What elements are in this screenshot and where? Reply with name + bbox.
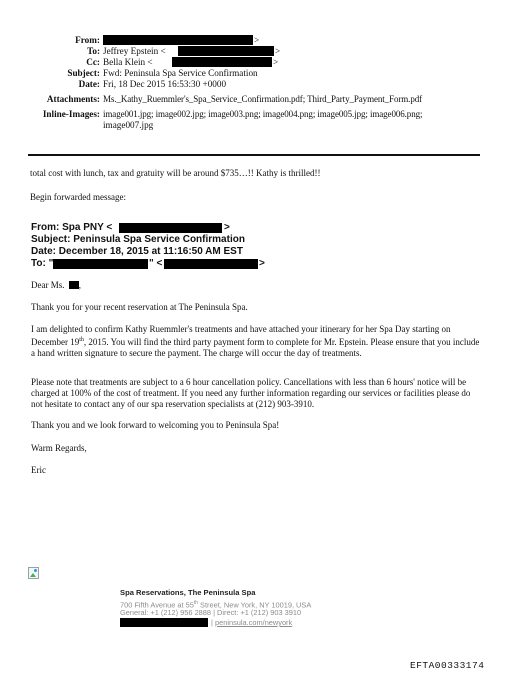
cc-label: Cc: [86, 57, 100, 67]
fwd-to-close: > [259, 258, 265, 269]
address-text-b: Street, New York, NY 10019, USA [198, 600, 312, 610]
date-value: Fri, 18 Dec 2015 16:53:30 +0000 [103, 79, 227, 89]
paragraph-thanks: Thank you for your recent reservation at The Peninsula Spa. [31, 302, 248, 312]
fwd-subject-row: Subject: Peninsula Spa Service Confirmation [31, 234, 245, 245]
inline-images-value-line2[interactable]: image007.jpg [103, 120, 154, 130]
message-line-1: total cost with lunch, tax and gratuity will be around $735…!! Kathy is thrilled!! [30, 168, 321, 178]
signature-web [211, 618, 292, 627]
to-close-bracket: > [275, 46, 281, 56]
redaction-block [172, 57, 272, 67]
confirmation-text-a: I am delighted to confirm Kathy Ruemmler's treatments and have attached your itinerary for her Spa Day starting on December 19 [31, 324, 451, 347]
paragraph-cancellation: Please note that treatments are subject to a 6 hour cancellation policy. Cancellations with less than 6 hours' notice will be charged at 100% of the cost of treatment. If you need any further information regarding our services or facilities please do not hesitate to contact any of our spa reservation specialists at (212) 903-3910. [31, 377, 471, 409]
web-separator: | [211, 618, 213, 627]
redaction-block [69, 281, 79, 289]
fwd-to-text: To: " [31, 258, 54, 269]
forwarded-headers [31, 222, 491, 270]
from-label: From: [75, 35, 100, 45]
redaction-block [103, 35, 253, 45]
fwd-to-row [31, 258, 53, 269]
to-label: To: [87, 46, 100, 56]
redaction-block [53, 259, 148, 269]
redaction-block [119, 223, 222, 233]
sender-name: Eric [31, 465, 46, 475]
message-line-2: Begin forwarded message: [30, 192, 126, 202]
paragraph-confirmation [31, 324, 481, 359]
email-header [0, 35, 512, 170]
address-superscript: th [193, 600, 198, 606]
redaction-block [120, 618, 208, 627]
header-row-from [0, 35, 512, 46]
redaction-block [164, 259, 258, 269]
inline-images-value-line1[interactable]: image001.jpg; image002.jpg; image003.png; image004.png; image005.jpg; image006.png; [103, 109, 423, 119]
header-row-cc [0, 57, 512, 68]
address-text-a: 700 Fifth Avenue at 55 [120, 600, 194, 610]
header-divider [28, 154, 480, 156]
to-value: Jeffrey Epstein < [103, 46, 166, 56]
greeting-comma: , [78, 280, 81, 290]
header-row-to [0, 46, 512, 57]
greeting-text: Dear Ms. [31, 280, 65, 290]
fwd-from-text: From: Spa PNY < [31, 222, 113, 233]
header-row-inline-images [0, 109, 512, 131]
confirmation-text-b: , 2015. You will find the third party payment form to complete for Mr. Epstein. Please ensure that you include a hand written signature to secure the payment. The charge will occur the day of treatments. [31, 337, 480, 358]
subject-value: Fwd: Peninsula Spa Service Confirmation [103, 68, 258, 78]
cc-value: Bella Klein < [103, 57, 153, 67]
attachments-label: Attachments: [46, 94, 100, 104]
fwd-from-row [31, 222, 112, 233]
bates-number: EFTA00333174 [410, 660, 485, 671]
inline-images-label: Inline-Images: [42, 109, 100, 119]
closing-line: Warm Regards, [31, 443, 87, 453]
broken-image-icon [28, 567, 39, 579]
redaction-block [178, 46, 274, 56]
fwd-to-mid: " < [149, 258, 163, 269]
fwd-date-row: Date: December 18, 2015 at 11:16:50 AM EST [31, 246, 243, 257]
header-row-attachments [0, 94, 512, 105]
confirmation-superscript: th [79, 337, 84, 343]
subject-label: Subject: [67, 68, 100, 78]
header-row-subject [0, 68, 512, 79]
date-label: Date: [78, 79, 100, 89]
signature-title: Spa Reservations, The Peninsula Spa [120, 588, 256, 597]
attachments-value[interactable]: Ms._Kathy_Ruemmler's_Spa_Service_Confirmation.pdf; Third_Party_Payment_Form.pdf [103, 94, 423, 104]
from-close-bracket: > [254, 35, 260, 45]
header-row-date [0, 79, 512, 90]
greeting [31, 280, 81, 291]
website-link[interactable]: peninsula.com/newyork [214, 618, 293, 627]
fwd-from-close: > [224, 222, 230, 233]
signature-phone: General: +1 (212) 956 2888 | Direct: +1 (212) 903 3910 [120, 608, 302, 617]
paragraph-closing: Thank you and we look forward to welcoming you to Peninsula Spa! [31, 420, 280, 430]
cc-close-bracket: > [273, 57, 279, 67]
